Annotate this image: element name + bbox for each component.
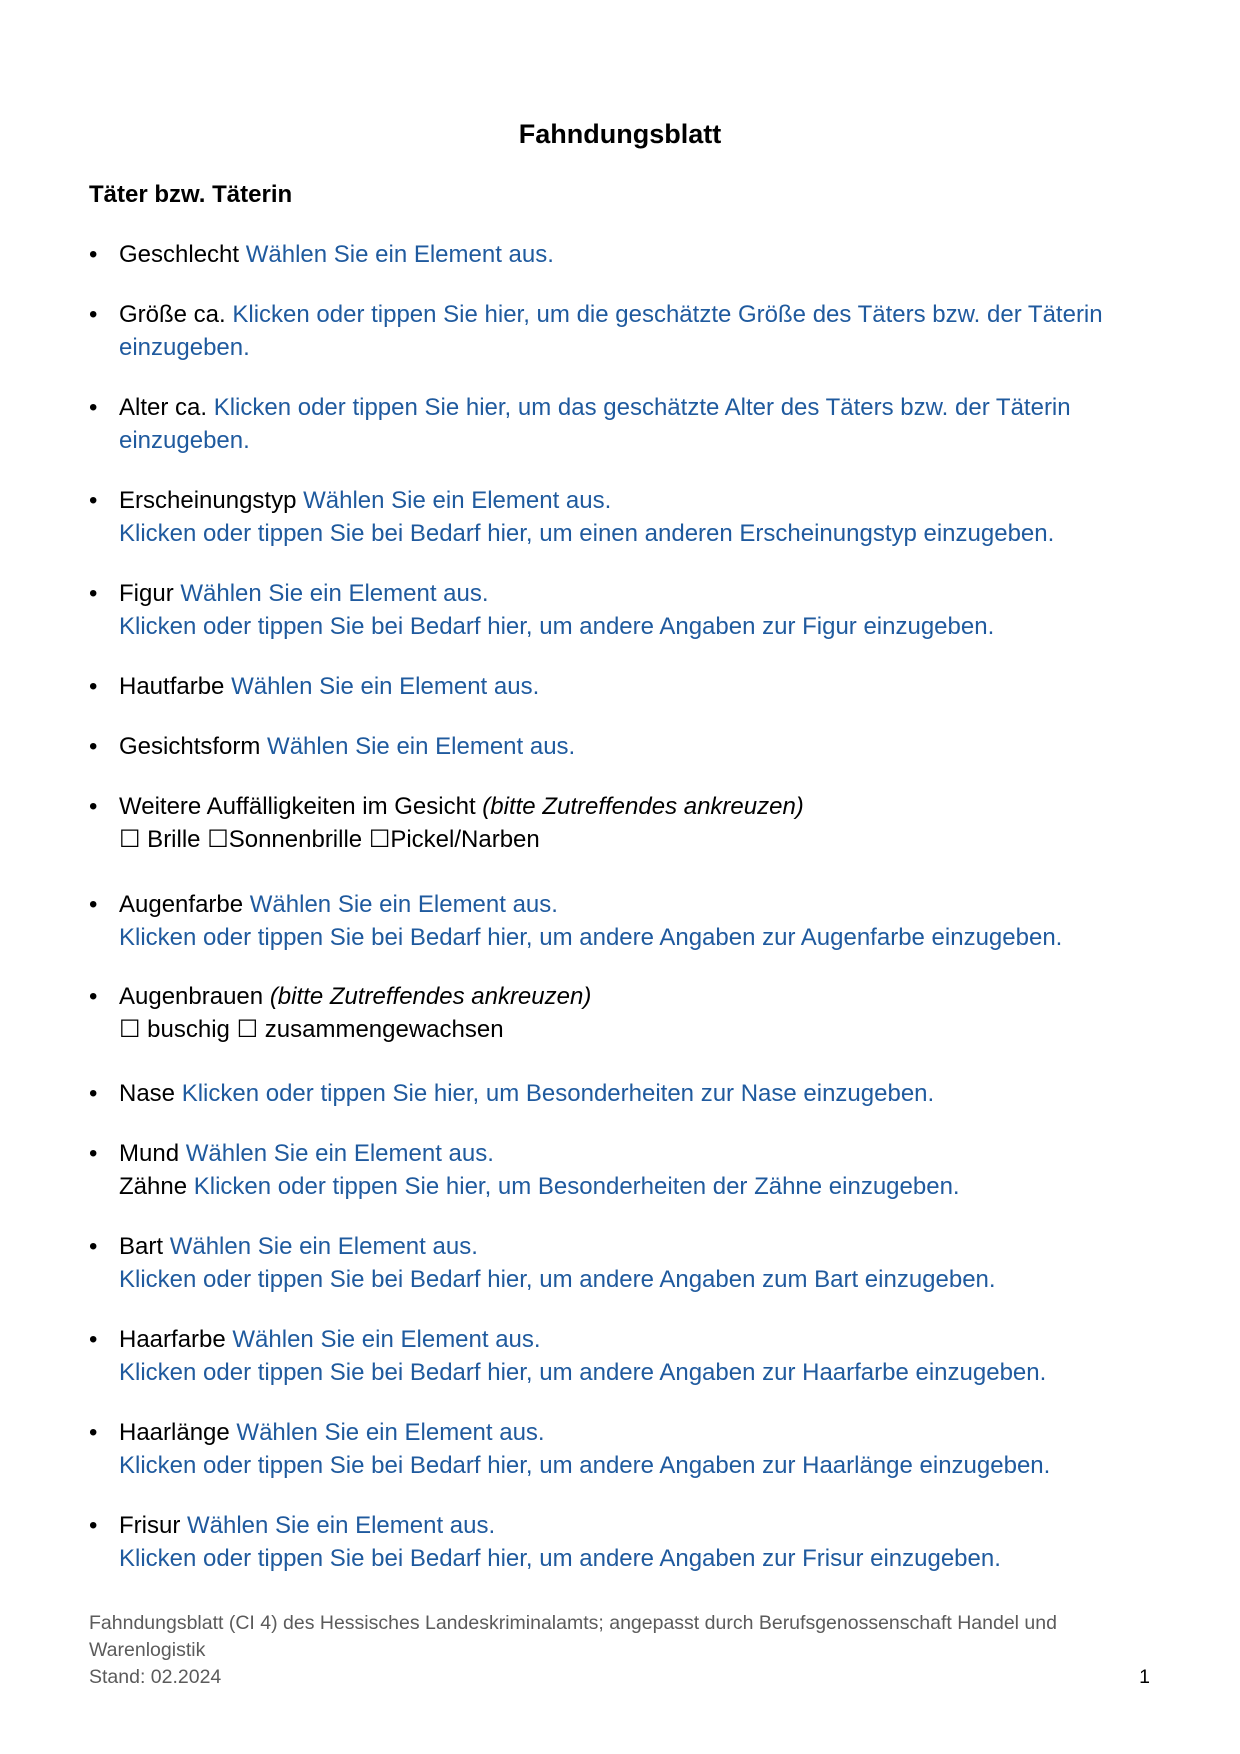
- mund-label: Mund: [119, 1140, 180, 1167]
- bullet-icon: •: [89, 1326, 98, 1353]
- zaehne-label: Zähne: [119, 1173, 188, 1200]
- alter-input[interactable]: Klicken oder tippen Sie hier, um das geschätzte Alter des Täters bzw. der Täterin einzugeben.: [119, 394, 1071, 454]
- augenbrauen-label: Augenbrauen: [119, 983, 264, 1010]
- frisur-label: Frisur: [119, 1512, 181, 1539]
- checkbox-buschig[interactable]: ☐ buschig: [119, 1016, 230, 1043]
- footer-source-cont: Warenlogistik: [89, 1639, 206, 1661]
- mund-dropdown[interactable]: Wählen Sie ein Element aus.: [185, 1140, 494, 1167]
- augenfarbe-other-input[interactable]: Klicken oder tippen Sie bei Bedarf hier, um andere Angaben zur Augenfarbe einzugeben.: [119, 924, 1063, 951]
- augenfarbe-label: Augenfarbe: [119, 891, 244, 918]
- zaehne-input[interactable]: Klicken oder tippen Sie hier, um Besonderheiten der Zähne einzugeben.: [193, 1173, 960, 1200]
- bart-other-input[interactable]: Klicken oder tippen Sie bei Bedarf hier, um andere Angaben zum Bart einzugeben.: [119, 1266, 996, 1293]
- nase-label: Nase: [119, 1080, 176, 1107]
- bullet-icon: •: [89, 1080, 98, 1107]
- figur-other-input[interactable]: Klicken oder tippen Sie bei Bedarf hier, um andere Angaben zur Figur einzugeben.: [119, 613, 995, 640]
- erscheinungstyp-dropdown[interactable]: Wählen Sie ein Element aus.: [303, 487, 612, 514]
- haarfarbe-other-input[interactable]: Klicken oder tippen Sie bei Bedarf hier, um andere Angaben zur Haarfarbe einzugeben.: [119, 1359, 1047, 1386]
- hautfarbe-dropdown[interactable]: Wählen Sie ein Element aus.: [231, 673, 540, 700]
- hautfarbe-label: Hautfarbe: [119, 673, 225, 700]
- page-title: Fahndungsblatt: [518, 119, 722, 149]
- bullet-icon: •: [89, 301, 98, 328]
- bart-dropdown[interactable]: Wählen Sie ein Element aus.: [169, 1233, 478, 1260]
- page-number: 1: [1139, 1666, 1150, 1688]
- footer-date: Stand: 02.2024: [89, 1666, 222, 1688]
- alter-label: Alter ca.: [119, 394, 208, 421]
- checkbox-zusammengewachsen[interactable]: ☐ zusammengewachsen: [236, 1016, 504, 1043]
- augenfarbe-dropdown[interactable]: Wählen Sie ein Element aus.: [249, 891, 558, 918]
- groesse-label: Größe ca.: [119, 301, 226, 328]
- bullet-icon: •: [89, 673, 98, 700]
- augenbrauen-hint: (bitte Zutreffendes ankreuzen): [269, 983, 592, 1010]
- bullet-icon: •: [89, 733, 98, 760]
- nase-input[interactable]: Klicken oder tippen Sie hier, um Besonderheiten zur Nase einzugeben.: [181, 1080, 935, 1107]
- gesichtsform-dropdown[interactable]: Wählen Sie ein Element aus.: [267, 733, 576, 760]
- haarfarbe-dropdown[interactable]: Wählen Sie ein Element aus.: [232, 1326, 541, 1353]
- bart-label: Bart: [119, 1233, 164, 1260]
- bullet-icon: •: [89, 1233, 98, 1260]
- bullet-icon: •: [89, 1140, 98, 1167]
- bullet-icon: •: [89, 580, 98, 607]
- erscheinungstyp-other-input[interactable]: Klicken oder tippen Sie bei Bedarf hier, um einen anderen Erscheinungstyp einzugeben.: [119, 520, 1055, 547]
- geschlecht-dropdown[interactable]: Wählen Sie ein Element aus.: [245, 241, 554, 268]
- bullet-icon: •: [89, 983, 98, 1010]
- haarlaenge-label: Haarlänge: [119, 1419, 230, 1446]
- geschlecht-label: Geschlecht: [119, 241, 240, 268]
- bullet-icon: •: [89, 1419, 98, 1446]
- checkbox-brille[interactable]: ☐ Brille: [119, 826, 201, 853]
- gesicht-label: Weitere Auffälligkeiten im Gesicht: [119, 793, 476, 820]
- footer-source: Fahndungsblatt (CI 4) des Hessisches Landeskriminalamts; angepasst durch Berufsgenossenschaft Handel und: [89, 1612, 1057, 1634]
- groesse-input[interactable]: Klicken oder tippen Sie hier, um die geschätzte Größe des Täters bzw. der Täterin einzugeben.: [119, 301, 1103, 361]
- bullet-icon: •: [89, 891, 98, 918]
- erscheinungstyp-label: Erscheinungstyp: [119, 487, 297, 514]
- haarlaenge-dropdown[interactable]: Wählen Sie ein Element aus.: [236, 1419, 545, 1446]
- frisur-other-input[interactable]: Klicken oder tippen Sie bei Bedarf hier, um andere Angaben zur Frisur einzugeben.: [119, 1545, 1001, 1572]
- haarlaenge-other-input[interactable]: Klicken oder tippen Sie bei Bedarf hier, um andere Angaben zur Haarlänge einzugeben.: [119, 1452, 1051, 1479]
- checkbox-pickel-narben[interactable]: ☐Pickel/Narben: [368, 826, 540, 853]
- footer: [89, 1610, 1169, 1691]
- bullet-icon: •: [89, 241, 98, 268]
- gesicht-hint: (bitte Zutreffendes ankreuzen): [482, 793, 804, 820]
- bullet-icon: •: [89, 487, 98, 514]
- frisur-dropdown[interactable]: Wählen Sie ein Element aus.: [187, 1512, 496, 1539]
- gesichtsform-label: Gesichtsform: [119, 733, 261, 760]
- checkbox-sonnenbrille[interactable]: ☐Sonnenbrille: [207, 826, 363, 853]
- section-heading: Täter bzw. Täterin: [89, 181, 293, 208]
- bullet-icon: •: [89, 394, 98, 421]
- haarfarbe-label: Haarfarbe: [119, 1326, 226, 1353]
- bullet-icon: •: [89, 1512, 98, 1539]
- bullet-icon: •: [89, 793, 98, 820]
- figur-label: Figur: [119, 580, 174, 607]
- figur-dropdown[interactable]: Wählen Sie ein Element aus.: [180, 580, 489, 607]
